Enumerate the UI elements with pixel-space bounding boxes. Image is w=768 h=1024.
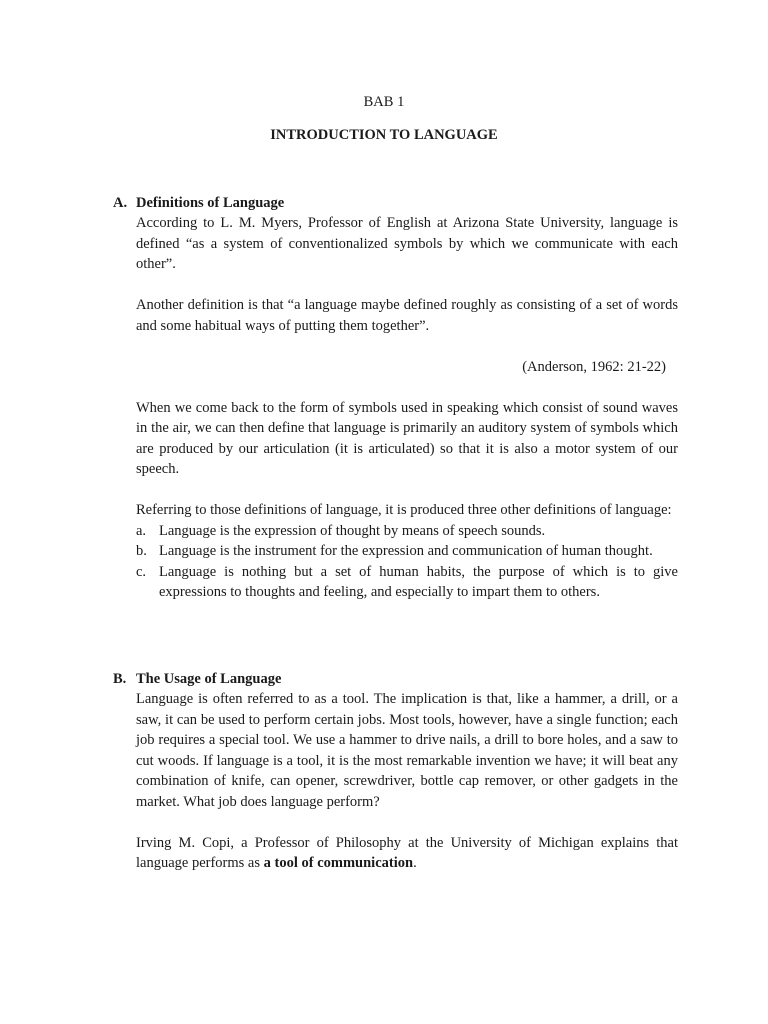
citation: (Anderson, 1962: 21-22): [522, 358, 666, 375]
definition-list: [136, 521, 678, 603]
section-body: [136, 689, 678, 874]
paragraph-copi: [136, 833, 678, 874]
list-item: [136, 541, 678, 562]
paragraph-referring: Referring to those definitions of language, it is produced three other definitions of language:: [136, 502, 672, 518]
section-definitions: [113, 193, 678, 603]
list-item: [136, 562, 678, 603]
section-letter: B.: [113, 671, 127, 687]
paragraph-myers: According to L. M. Myers, Professor of English at Arizona State University, language is defined “as a system of conventionalized symbols by which we communicate with each other”.: [136, 215, 678, 272]
list-item-text: Language is nothing but a set of human habits, the purpose of which is to give expressions to thoughts and feeling, and especially to impart them to others.: [159, 563, 678, 600]
section-heading: [113, 193, 678, 213]
emphasis-tool-of-communication: a tool of communication: [263, 855, 414, 871]
paragraph-another-definition: Another definition is that “a language maybe defined roughly as consisting of a set of words and some habitual ways of putting them together”.: [136, 297, 678, 334]
paragraph-copi-lead: Irving M. Copi, a Professor of Philosophy at the University of Michigan explains that language performs as: [136, 834, 678, 871]
list-marker: b.: [136, 543, 147, 559]
chapter-label: BAB 1: [363, 94, 405, 110]
section-body: [136, 213, 678, 603]
section-title: Definitions of Language: [136, 195, 285, 211]
paragraph-tool: Language is often referred to as a tool. The implication is that, like a hammer, a drill, or a saw, it can be used to perform certain jobs. Most tools, however, have a single function; each job requires a special tool. We use a hammer to drive nails, a drill to bore holes, and a saw to cut woods. If language is a tool, it is the most remarkable invention we have; it will beat any combination of knife, can opener, screwdriver, bottle cap remover, or other gadgets in the market. What job does language perform?: [136, 691, 678, 810]
list-item-text: Language is the expression of thought by means of speech sounds.: [159, 522, 546, 539]
paragraph-sound-waves: When we come back to the form of symbols used in speaking which consist of sound waves in the air, we can then define that language is primarily an auditory system of symbols which are produced by our articulation (it is articulated) so that it is also a motor system of our speech.: [136, 399, 678, 477]
chapter-title: INTRODUCTION TO LANGUAGE: [270, 127, 498, 143]
paragraph-copi-end: .: [413, 855, 417, 871]
section-letter: A.: [113, 195, 128, 211]
list-item-text: Language is the instrument for the expression and communication of human thought.: [159, 543, 653, 559]
section-heading: [113, 669, 678, 689]
list-marker: c.: [136, 563, 147, 580]
list-marker: a.: [136, 522, 147, 539]
section-title: The Usage of Language: [136, 671, 282, 687]
section-usage: [113, 669, 678, 874]
list-item: [136, 521, 678, 542]
